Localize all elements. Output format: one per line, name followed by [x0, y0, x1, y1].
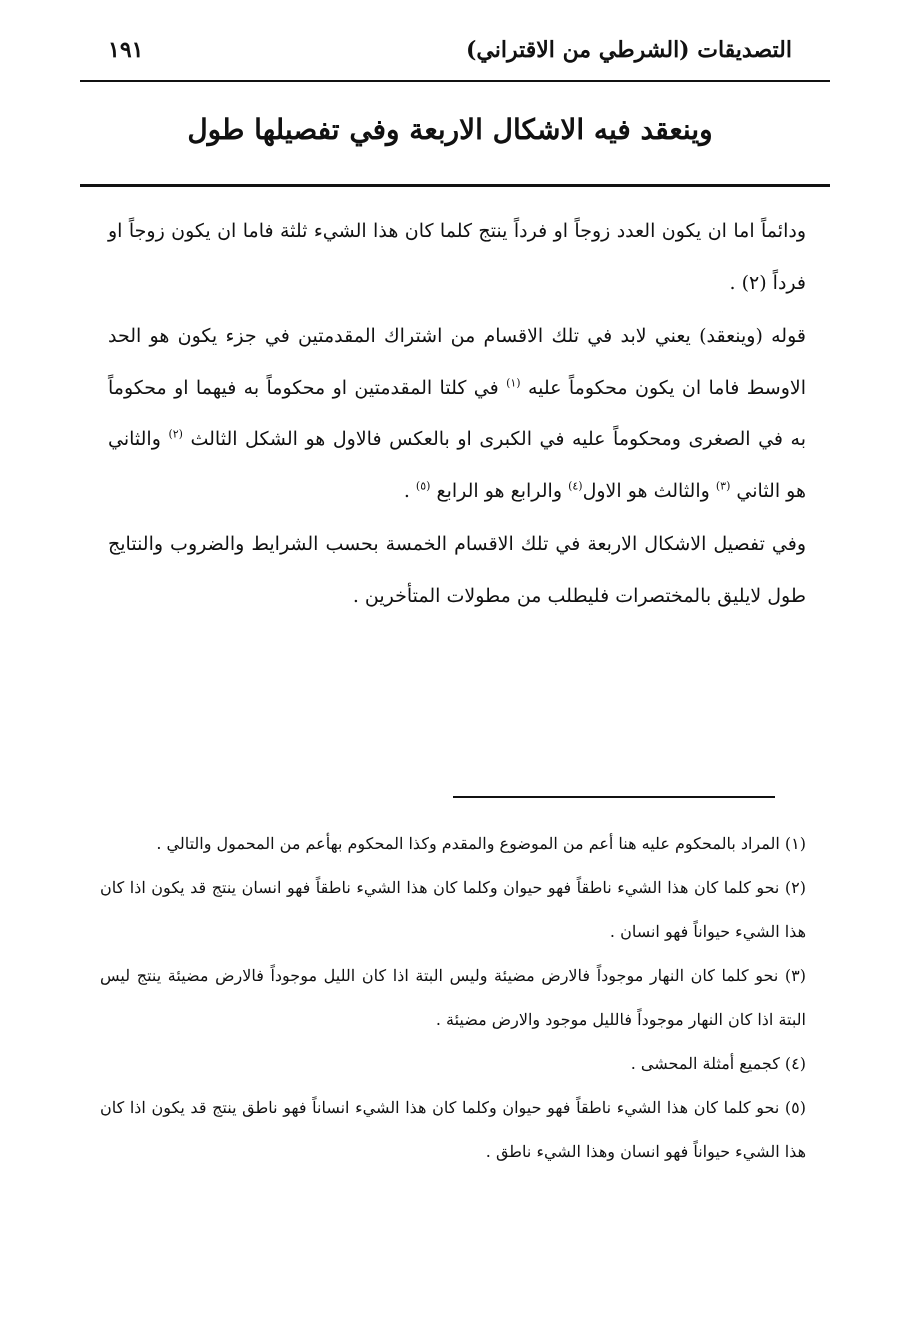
footnote-ref-5: (٥) — [415, 479, 431, 493]
paragraph-2-part-a: قوله (وينعقد) يعني لابد في تلك الاقسام من اشتراك المقدمتين في جزء يكون هو الحد الاوسط فاما ان يكون محكوماً عليه — [108, 325, 806, 399]
paragraph-2-part-d: والثالث هو الاول — [582, 479, 716, 502]
paragraph-3: وفي تفصيل الاشكال الاربعة في تلك الاقسام الخمسة بحسب الشرايط والضروب والنتايج طول لايليق بالمختصرات فليطلب من مطولات المتأخرين . — [108, 533, 806, 607]
footnote-separator — [453, 796, 775, 798]
footnote-3: (٣) نحو كلما كان النهار موجوداً فالارض مضيئة وليس البتة اذا كان الليل موجوداً فالارض مضيئة ينتج ليس البتة اذا كان النهار موجوداً فالليل موجود والارض مضيئة . — [100, 966, 806, 1029]
matn-rule — [80, 184, 830, 187]
commentary-body — [108, 206, 806, 622]
footnote-2: (٢) نحو كلما كان هذا الشيء ناطقاً فهو حيوان وكلما كان هذا الشيء ناطقاً فهو انسان ينتج قد يكون اذا كان هذا الشيء حيواناً فهو انسان . — [100, 878, 806, 941]
footnote-ref-2: (٢) — [168, 427, 183, 441]
footnote-4: (٤) كجميع أمثلة المحشى . — [630, 1054, 806, 1073]
paragraph-2-part-e: والرابع هو الرابع — [430, 479, 569, 502]
page-number: ١٩١ — [108, 37, 144, 63]
paragraph-2-part-f: . — [403, 479, 416, 502]
paragraph-2 — [108, 311, 806, 517]
running-head — [108, 30, 792, 70]
header-rule — [80, 80, 830, 82]
running-title: التصديقات (الشرطي من الاقتراني) — [465, 37, 792, 63]
matn-text: وينعقد فيه الاشكال الاربعة وفي تفصيلها طول — [187, 113, 713, 146]
footnote-ref-4: (٤) — [568, 479, 583, 493]
footnotes — [100, 822, 806, 1174]
footnote-1: (١) المراد بالمحكوم عليه هنا أعم من الموضوع والمقدم وكذا المحكوم بهأعم من المحمول والتالي . — [156, 834, 806, 853]
paragraph-2-part-b: في كلتا المقدمتين او محكوماً به فيهما او محكوماً به في الصغرى ومحكوماً عليه في الكبرى او بالعكس فالاول هو الشكل الثالث — [108, 376, 807, 450]
footnote-5: (٥) نحو كلما كان هذا الشيء ناطقاً فهو حيوان وكلما كان هذا الشيء انساناً فهو ناطق ينتج قد يكون اذا كان هذا الشيء حيواناً فهو انسان وهذا الشيء ناطق . — [100, 1098, 806, 1161]
paragraph-2-part-c: والثاني هو الثاني — [108, 428, 806, 502]
footnote-ref-3: (٣) — [715, 479, 731, 493]
footnote-ref-1: (١) — [506, 376, 521, 390]
paragraph-1: ودائماً اما ان يكون العدد زوجاً او فرداً ينتج كلما كان هذا الشيء ثلثة فاما ان يكون زوجاً او فرداً (٢) . — [108, 220, 806, 294]
